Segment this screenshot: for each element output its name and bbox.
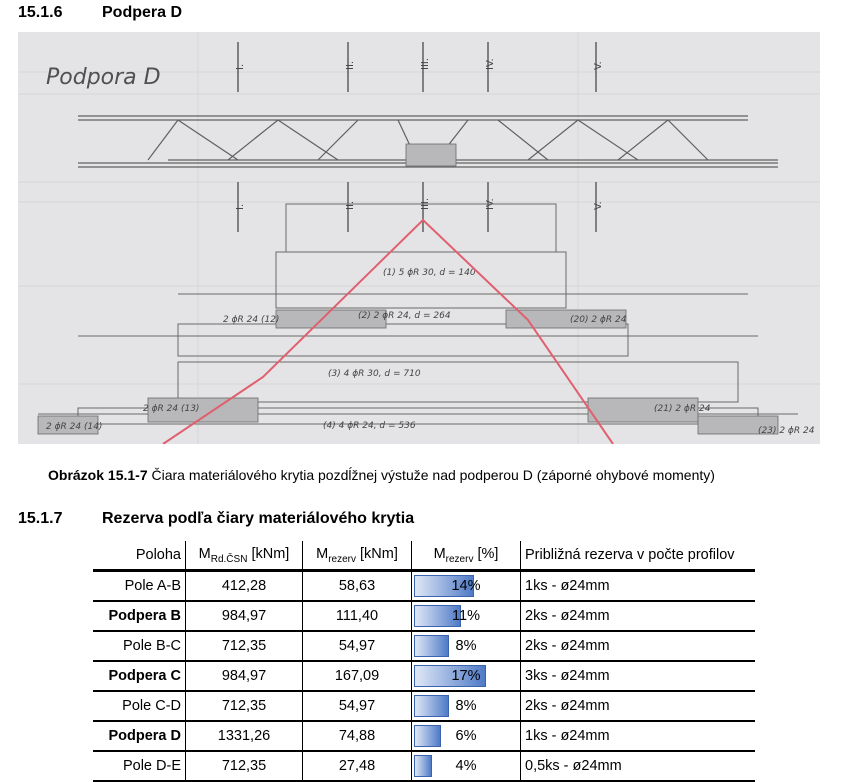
cell-percent <box>412 691 521 721</box>
section-label-4: IV. <box>485 58 496 70</box>
section-label-3: III. <box>420 57 431 70</box>
cell-percent <box>412 631 521 661</box>
cell-mrd: 984,97 <box>186 661 303 691</box>
cell-mrd: 712,35 <box>186 751 303 781</box>
cell-percent <box>412 661 521 691</box>
cell-mrd: 712,35 <box>186 631 303 661</box>
cell-mrd: 984,97 <box>186 601 303 631</box>
cell-poloha: Pole B-C <box>93 631 186 661</box>
percent-value: 11% <box>452 608 480 624</box>
cell-profil: 2ks - ø24mm <box>521 631 756 661</box>
section-label-3: III. <box>420 197 431 210</box>
table-row <box>93 691 755 721</box>
cell-mrd: 1331,26 <box>186 721 303 751</box>
percent-value: 17% <box>451 668 481 684</box>
cell-percent <box>412 601 521 631</box>
cell-profil: 1ks - ø24mm <box>521 721 756 751</box>
cell-profil: 2ks - ø24mm <box>521 601 756 631</box>
table-row <box>93 631 755 661</box>
annotation-bar-13: 2 ϕR 24 (13) <box>143 404 200 414</box>
cell-poloha: Podpera D <box>93 721 186 751</box>
annotation-bar-3: (3) 4 ϕR 30, d = 710 <box>328 369 421 379</box>
section-label-5: V. <box>593 61 604 70</box>
section-label-5: V. <box>593 201 604 210</box>
section-title: Rezerva podľa čiary materiálového krytia <box>102 510 415 527</box>
cell-mrezerv: 111,40 <box>303 601 412 631</box>
table-row <box>93 721 755 751</box>
cell-percent <box>412 571 521 602</box>
cell-poloha: Pole C-D <box>93 691 186 721</box>
cell-mrezerv: 167,09 <box>303 661 412 691</box>
cell-profil: 3ks - ø24mm <box>521 661 756 691</box>
cell-mrezerv: 58,63 <box>303 571 412 602</box>
data-bar <box>414 755 432 777</box>
figure-caption-text: Čiara materiálového krytia pozdĺžnej výstuže nad podperou D (záporné ohybové momenty) <box>147 467 715 483</box>
cell-profil: 1ks - ø24mm <box>521 571 756 602</box>
annotation-bar-14: 2 ϕR 24 (14) <box>46 422 103 432</box>
figure-caption-label: Obrázok 15.1-7 <box>48 467 148 483</box>
table-row <box>93 661 755 691</box>
cell-mrezerv: 54,97 <box>303 631 412 661</box>
annotation-bar-2: (2) 2 ϕR 24, d = 264 <box>358 311 451 321</box>
cell-mrezerv: 54,97 <box>303 691 412 721</box>
data-bar <box>414 695 449 717</box>
annotation-bar-23: (23) 2 ϕR 24 <box>758 426 815 436</box>
cell-profil: 2ks - ø24mm <box>521 691 756 721</box>
data-bar <box>414 635 449 657</box>
cell-poloha: Podpera C <box>93 661 186 691</box>
section-label-1: I. <box>235 63 246 70</box>
table-row <box>93 571 755 602</box>
section-label-2: II. <box>345 200 356 210</box>
section-number: 15.1.7 <box>18 510 63 527</box>
table-row <box>93 601 755 631</box>
percent-value: 8% <box>455 638 477 654</box>
col-header-poloha: Poloha <box>93 541 186 571</box>
cell-poloha: Pole A-B <box>93 571 186 602</box>
annotation-bar-21: (21) 2 ϕR 24 <box>654 404 711 414</box>
section-label-1: I. <box>235 203 246 210</box>
data-bar <box>414 725 441 747</box>
cell-mrd: 412,28 <box>186 571 303 602</box>
annotation-bar-12: 2 ϕR 24 (12) <box>223 315 280 325</box>
section-label-2: II. <box>345 60 356 70</box>
percent-value: 14% <box>451 578 481 594</box>
col-header-percent: $M_{rezerv}$ [%] <box>412 541 521 571</box>
section-title: Podpera D <box>102 4 183 21</box>
col-header-profil: Približná rezerva v počte profilov <box>521 541 756 571</box>
drawing-title: Podpora D <box>46 65 161 90</box>
cell-mrd: 712,35 <box>186 691 303 721</box>
cell-mrezerv: 27,48 <box>303 751 412 781</box>
reserve-table <box>93 541 755 782</box>
annotation-bar-1: (1) 5 ϕR 30, d = 140 <box>383 268 476 278</box>
cell-poloha: Pole D-E <box>93 751 186 781</box>
figure-caption <box>48 467 715 483</box>
table-header-row <box>93 541 755 571</box>
cell-mrezerv: 74,88 <box>303 721 412 751</box>
percent-value: 4% <box>455 758 477 774</box>
cell-percent <box>412 721 521 751</box>
cell-poloha: Podpera B <box>93 601 186 631</box>
percent-value: 8% <box>455 698 477 714</box>
annotation-bar-20: (20) 2 ϕR 24 <box>570 315 627 325</box>
cell-percent <box>412 751 521 781</box>
section-label-4: IV. <box>485 198 496 210</box>
col-header-mrd: $M_{Rd.ČSN}$ [kNm] <box>186 541 303 571</box>
cell-profil: 0,5ks - ø24mm <box>521 751 756 781</box>
section-number: 15.1.6 <box>18 4 63 21</box>
percent-value: 6% <box>455 728 477 744</box>
annotation-bar-4: (4) 4 ϕR 24, d = 536 <box>323 421 416 431</box>
col-header-mrezerv: $M_{rezerv}$ [kNm] <box>303 541 412 571</box>
table-body <box>93 571 755 782</box>
support-d-drawing <box>18 32 820 444</box>
table-row <box>93 751 755 781</box>
